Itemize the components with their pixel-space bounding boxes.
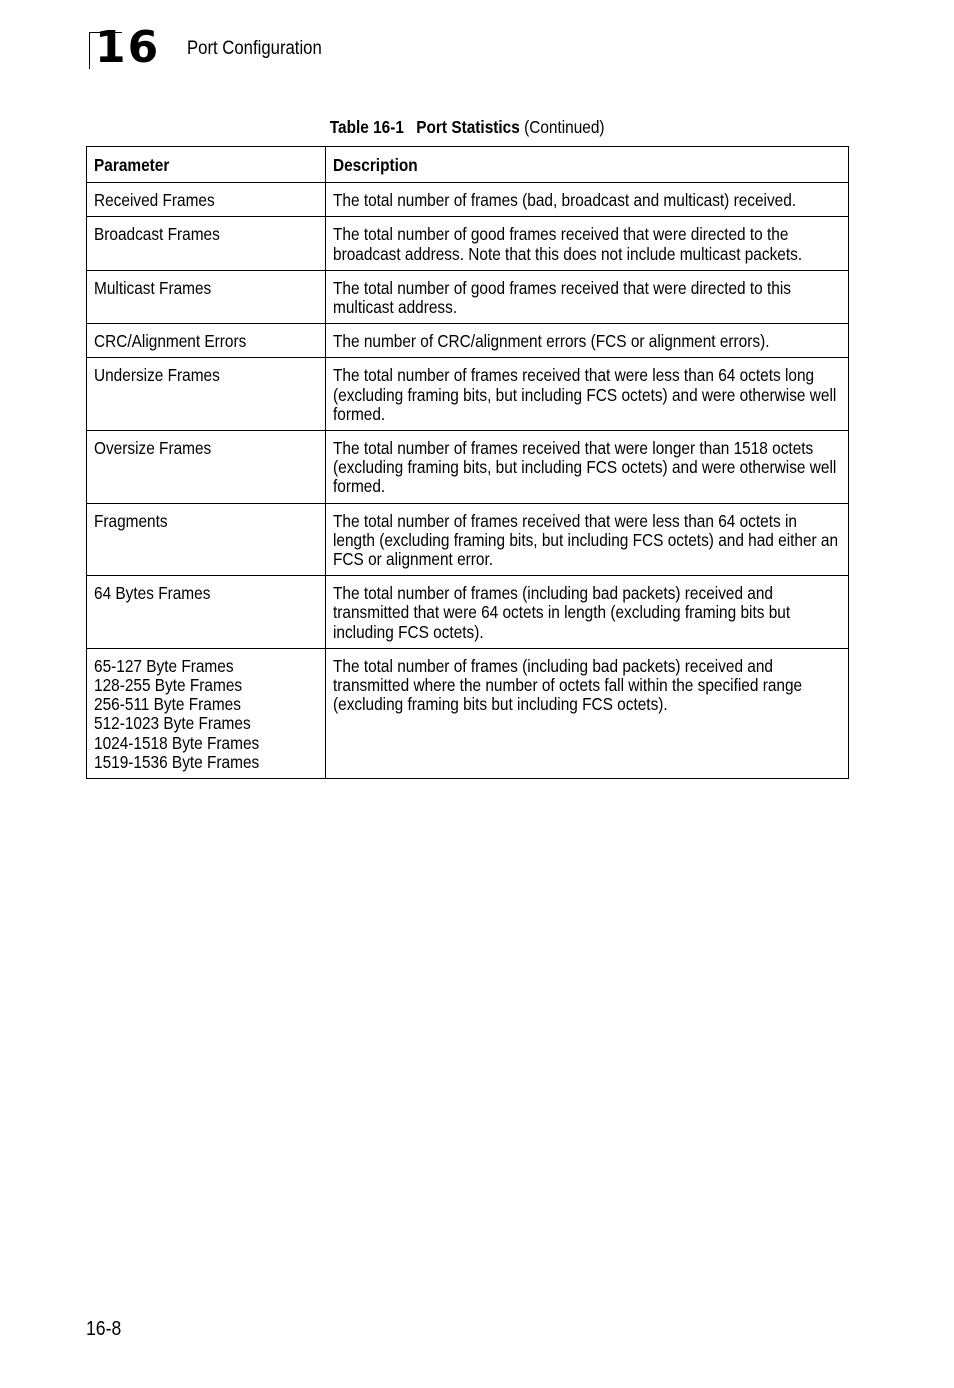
description-cell: The total number of good frames received that were directed to the broadcast address. Note that this does not include multicast packets. [326, 217, 849, 270]
table-caption [86, 117, 848, 138]
description-cell: The total number of frames (bad, broadcast and multicast) received. [326, 183, 849, 217]
description-cell: The total number of frames received that were less than 64 octets in length (excluding framing bits, but including FCS octets) and had either an FCS or alignment error. [326, 503, 849, 576]
parameter-cell: Received Frames [87, 183, 326, 217]
table-row [87, 183, 849, 217]
parameter-cell: Multicast Frames [87, 270, 326, 323]
table-caption-label: Table 16-1 [329, 117, 404, 137]
table-row [87, 324, 849, 358]
parameter-cell: Undersize Frames [87, 358, 326, 431]
parameter-cell: 64 Bytes Frames [87, 576, 326, 649]
parameter-cell: 65-127 Byte Frames 128-255 Byte Frames 256-511 Byte Frames 512-1023 Byte Frames 1024-1518 Byte Frames 1519-1536 Byte Frames [87, 648, 326, 778]
table-row [87, 431, 849, 504]
description-cell: The number of CRC/alignment errors (FCS or alignment errors). [326, 324, 849, 358]
column-header-description: Description [326, 147, 849, 183]
port-statistics-table [86, 146, 849, 779]
description-cell: The total number of frames received that were less than 64 octets long (excluding framing bits, but including FCS octets) and were otherwise well formed. [326, 358, 849, 431]
table-caption-suffix: (Continued) [523, 117, 605, 137]
parameter-cell: CRC/Alignment Errors [87, 324, 326, 358]
table-row [87, 358, 849, 431]
table-row [87, 576, 849, 649]
description-cell: The total number of frames received that were longer than 1518 octets (excluding framing bits, but including FCS octets) and were otherwise well formed. [326, 431, 849, 504]
table-header-row [87, 147, 849, 183]
table-row [87, 648, 849, 778]
page-number: 16-8 [86, 1318, 122, 1340]
table-row [87, 503, 849, 576]
running-title: Port Configuration [187, 38, 322, 59]
description-cell: The total number of frames (including bad packets) received and transmitted where the number of octets fall within the specified range (excluding framing bits but including FCS octets). [326, 648, 849, 778]
table-row [87, 217, 849, 270]
chapter-number: 16 [95, 22, 161, 73]
parameter-cell: Oversize Frames [87, 431, 326, 504]
parameter-cell: Fragments [87, 503, 326, 576]
column-header-parameter: Parameter [87, 147, 326, 183]
table-caption-title: Port Statistics [416, 117, 520, 137]
table-row [87, 270, 849, 323]
chapter-number-mark [89, 22, 169, 73]
description-cell: The total number of good frames received that were directed to this multicast address. [326, 270, 849, 323]
parameter-cell: Broadcast Frames [87, 217, 326, 270]
description-cell: The total number of frames (including bad packets) received and transmitted that were 64 octets in length (excluding framing bits but including FCS octets). [326, 576, 849, 649]
